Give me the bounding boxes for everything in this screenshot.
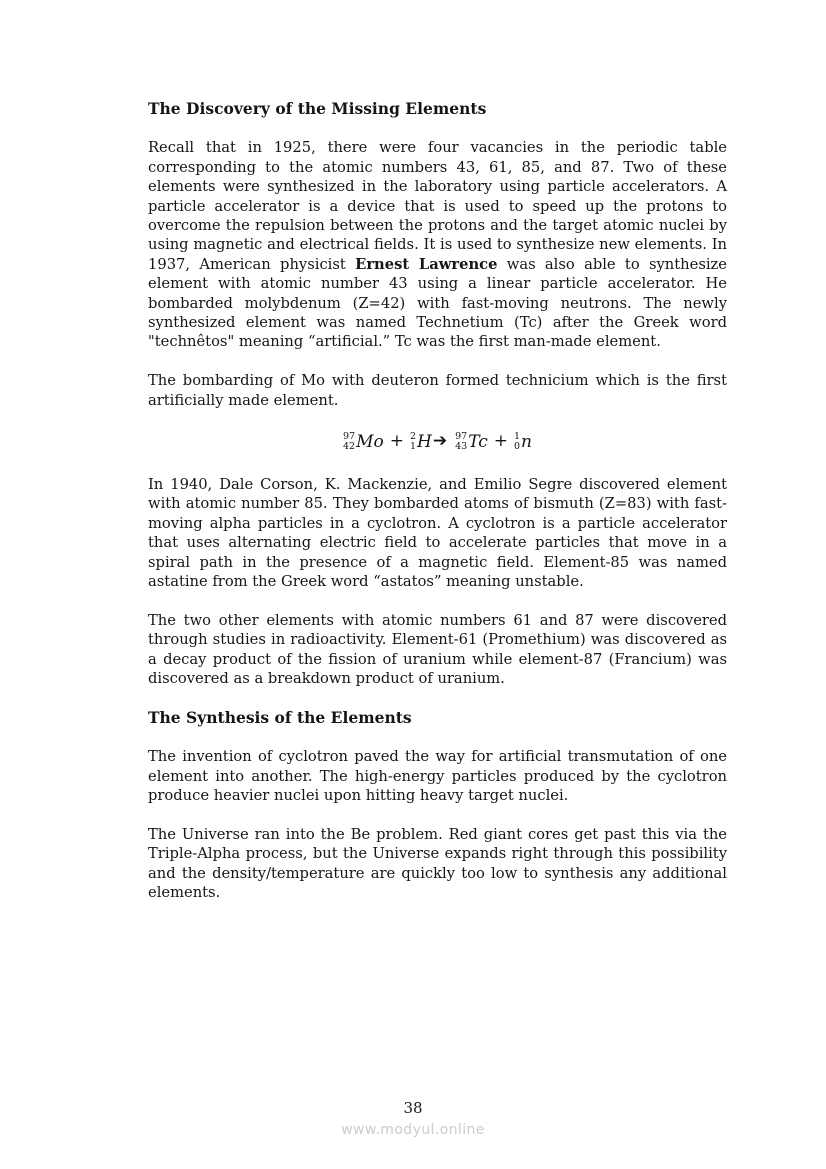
nuclide-deuterium-numbers xyxy=(410,432,416,451)
nuclide-neutron xyxy=(514,430,532,454)
watermark-text: www.modyul.online xyxy=(341,1122,485,1138)
nuclide-neutron-numbers xyxy=(514,432,520,451)
ernest-lawrence-emphasis: Ernest Lawrence xyxy=(355,255,498,273)
nuclide-molybdenum-numbers xyxy=(343,432,355,451)
paragraph-bombarding: The bombarding of Mo with deuteron formed technicium which is the first artificially made element. xyxy=(148,372,727,409)
paragraph-discovery xyxy=(148,138,727,351)
element-symbol: Mo xyxy=(356,431,384,452)
page-content xyxy=(148,99,727,922)
element-symbol: H xyxy=(417,431,432,452)
atomic-number: 42 xyxy=(342,440,356,452)
nuclide-deuterium xyxy=(410,430,432,454)
nuclide-molybdenum xyxy=(343,430,384,454)
atomic-number: 1 xyxy=(409,440,417,452)
atomic-number: 43 xyxy=(455,440,468,452)
reaction-arrow-icon: ➔ xyxy=(432,431,448,452)
element-symbol: n xyxy=(521,431,532,452)
element-symbol: Tc xyxy=(468,431,488,452)
mass-number: 97 xyxy=(455,431,468,443)
section-heading-discovery: The Discovery of the Missing Elements xyxy=(148,99,487,118)
paragraph-discovery-post: was also able to synthesize element with atomic number 43 using a linear particle accelerator. He bombarded molybdenum (Z=42) with fast-moving neutrons. The newly synthesized element was named Technetium (Tc) after the Greek word "technêtos" meaning “artificial.” Tc was the first man-made element. xyxy=(148,255,727,351)
nuclear-equation xyxy=(148,429,727,454)
paragraph-astatine: In 1940, Dale Corson, K. Mackenzie, and Emilio Segre discovered element with atomic number 85. They bombarded atoms of bismuth (Z=83) with fast-moving alpha particles in a cyclotron. A cyclotron is a particle accelerator that uses alternating electric field to accelerate particles that move in a spiral path in the presence of a magnetic field. Element-85 was named astatine from the Greek word “astatos” meaning unstable. xyxy=(148,475,727,590)
mass-number: 97 xyxy=(342,431,356,443)
page-number: 38 xyxy=(403,1099,423,1117)
mass-number: 1 xyxy=(514,431,521,443)
paragraph-radioactivity: The two other elements with atomic numbers 61 and 87 were discovered through studies in radioactivity. Element-61 (Promethium) was discovered as a decay product of the fission of uranium while element-87 (Francium) was discovered as a breakdown product of uranium. xyxy=(148,611,727,688)
plus-operator: + xyxy=(493,431,508,452)
atomic-number: 0 xyxy=(514,440,521,452)
section-heading-synthesis: The Synthesis of the Elements xyxy=(148,707,412,727)
plus-operator: + xyxy=(389,431,404,452)
mass-number: 2 xyxy=(409,431,417,443)
paragraph-discovery-pre: Recall that in 1925, there were four vacancies in the periodic table corresponding to the atomic numbers 43, 61, 85, and 87. Two of these elements were synthesized in the laboratory using particle accelerators. A particle accelerator is a device that is used to speed up the protons to overcome the repulsion between the protons and the target atomic nuclei by using magnetic and electrical fields. It is used to synthesize new elements. In 1937, American physicist xyxy=(148,139,727,273)
nuclide-technetium xyxy=(455,430,488,454)
paragraph-cyclotron-invention: The invention of cyclotron paved the way for artificial transmutation of one element into another. The high-energy particles produced by the cyclotron produce heavier nuclei upon hitting heavy target nuclei. xyxy=(148,748,727,805)
nuclide-technetium-numbers xyxy=(455,432,467,451)
paragraph-universe: The Universe ran into the Be problem. Red giant cores get past this via the Triple-Alpha process, but the Universe expands right through this possibility and the density/temperature are quickly too low to synthesis any additional elements. xyxy=(148,825,727,902)
